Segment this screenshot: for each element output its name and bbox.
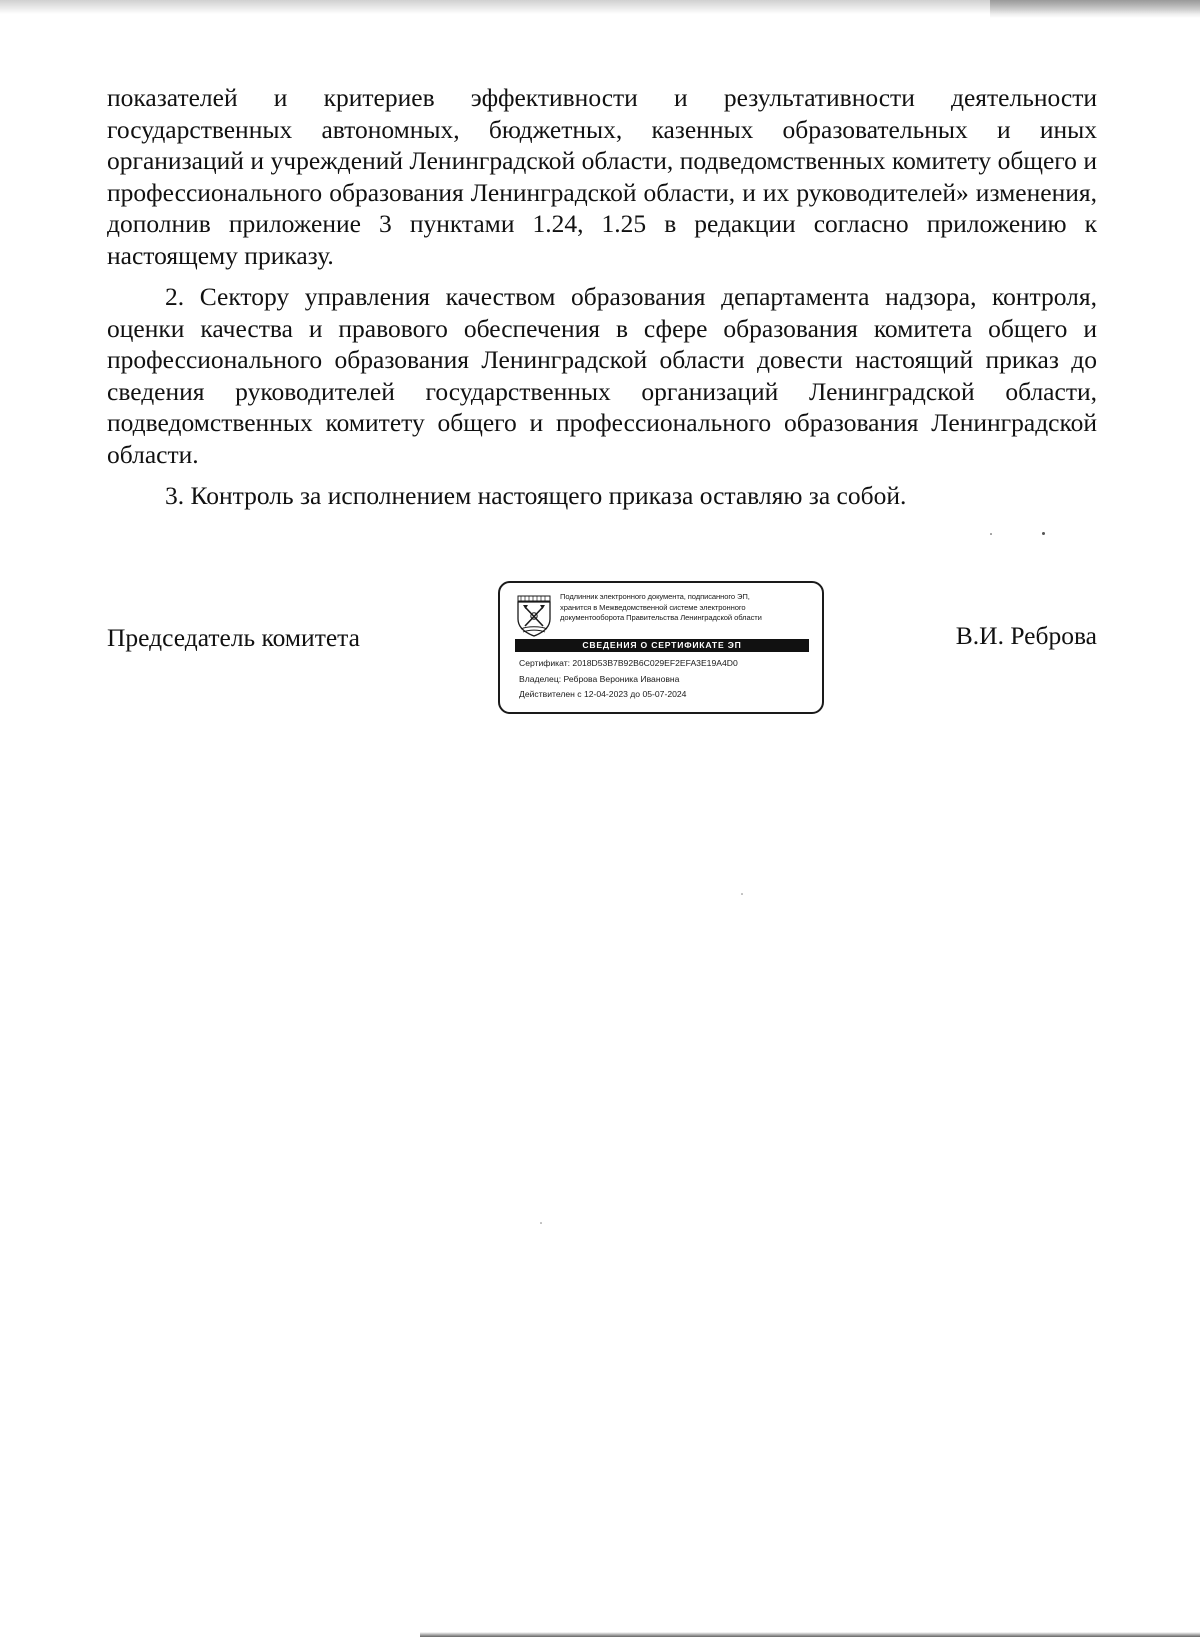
stamp-header xyxy=(560,592,810,624)
document-body xyxy=(107,82,1097,522)
paragraph-item-3: 3. Контроль за исполнением настоящего приказа оставляю за собой. xyxy=(165,481,907,510)
scan-edge-top xyxy=(0,0,1200,14)
stamp-header-line: хранится в Межведомственной системе электронного xyxy=(560,602,746,612)
scan-speck xyxy=(1042,532,1045,535)
scan-speck xyxy=(741,893,743,895)
scan-edge-bottom xyxy=(420,1632,1200,1637)
scan-speck xyxy=(990,533,992,535)
certificate-info-bar: СВЕДЕНИЯ О СЕРТИФИКАТЕ ЭП xyxy=(515,639,809,652)
stamp-header-line: Подлинник электронного документа, подписанного ЭП, xyxy=(560,592,750,601)
scan-speck xyxy=(540,1222,542,1224)
e-signature-stamp xyxy=(498,581,824,714)
certificate-number: Сертификат: 2018D53B7B92B6C029EF2EFA3E19A4D0 xyxy=(519,658,738,668)
signature-block xyxy=(107,578,1097,728)
stamp-header-line: документооборота Правительства Ленинградской области xyxy=(560,613,762,622)
paragraph-item-2: 2. Сектору управления качеством образования департамента надзора, контроля, оценки качества и правового обеспечения в сфере образования комитета общего и профессионального образования Ленинградской области довести настоящий приказ до сведения руководителей государственных организаций Ленинградской области, подведомственных комитету общего и профессионального образования Ленинградской области. xyxy=(107,282,1097,469)
coat-of-arms-icon xyxy=(515,593,553,637)
signer-name: В.И. Реброва xyxy=(955,621,1097,650)
paragraph-continuation: показателей и критериев эффективности и результативности деятельности государственных автономных, бюджетных, казенных образовательных и иных организаций и учреждений Ленинградской области, подведомственных комитету общего и профессионального образования Ленинградской области, и их руководителей» изменения, дополнив приложение 3 пунктами 1.24, 1.25 в редакции согласно приложению к настоящему приказу. xyxy=(107,83,1097,270)
certificate-validity: Действителен с 12-04-2023 до 05-07-2024 xyxy=(519,689,687,699)
signer-title: Председатель комитета xyxy=(107,623,360,652)
certificate-owner: Владелец: Реброва Вероника Ивановна xyxy=(519,674,680,684)
